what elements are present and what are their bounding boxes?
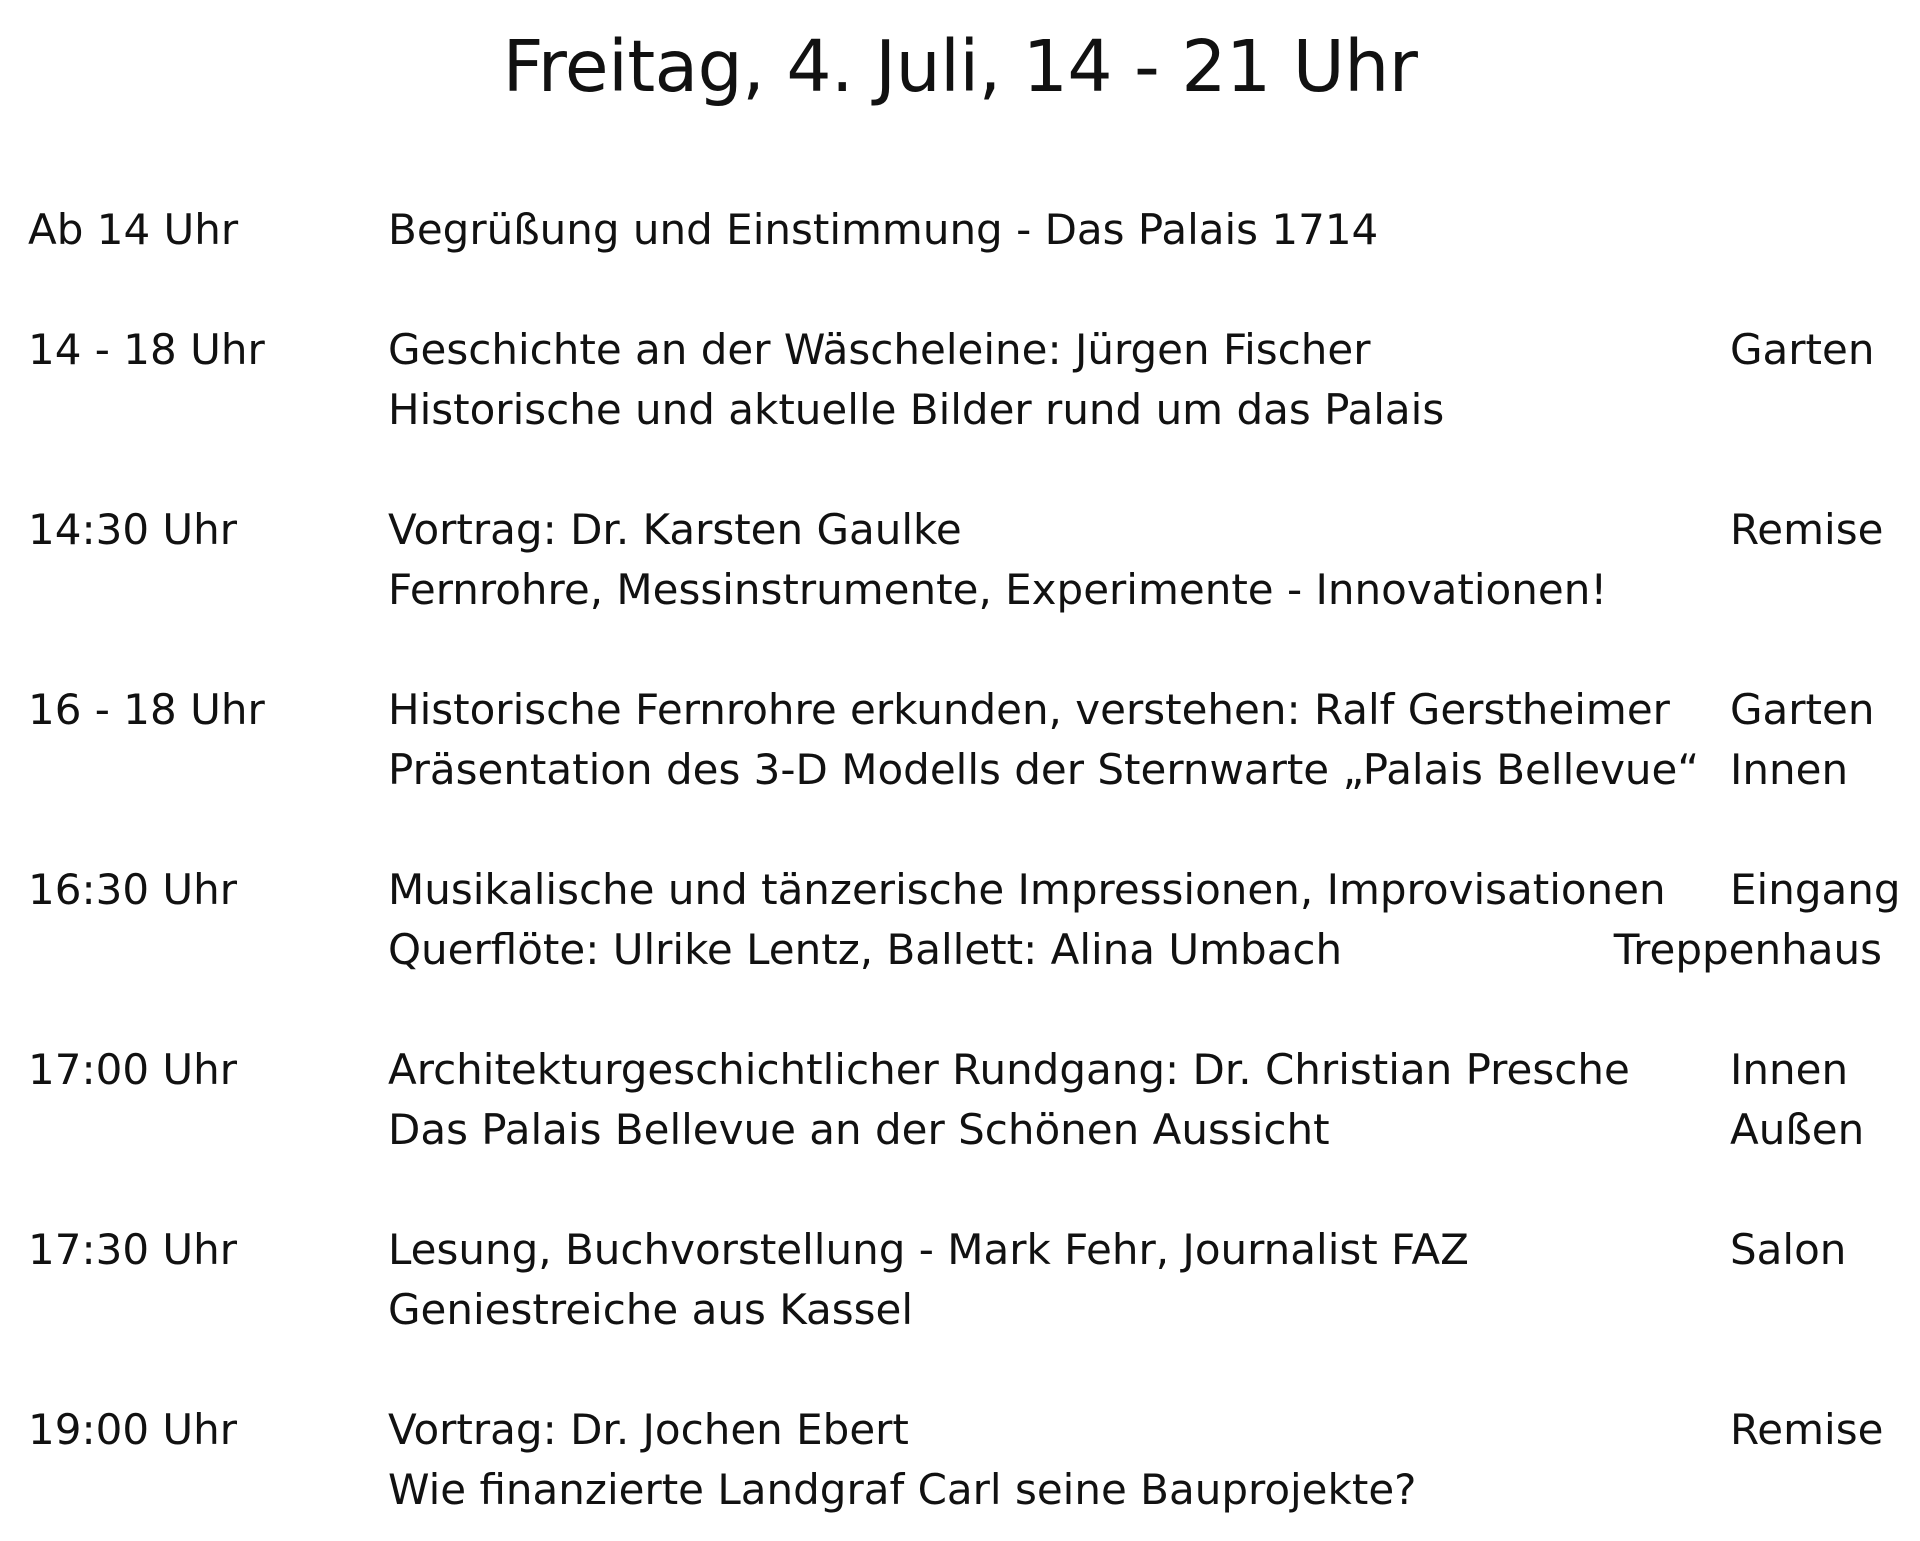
event-location: Salon [1730,1225,1847,1274]
event-description: Geschichte an der Wäscheleine: Jürgen Fischer [388,325,1371,374]
event-description: Geniestreiche aus Kassel [388,1285,914,1334]
schedule-line [388,680,1912,740]
event-description: Präsentation des 3-D Modells der Sternwarte „Palais Bellevue“ [388,745,1700,794]
page-title: Freitag, 4. Juli, 14 - 21 Uhr [502,25,1418,108]
event-description: Historische und aktuelle Bilder rund um das Palais [388,385,1445,434]
schedule-time: 17:00 Uhr [28,1045,238,1094]
event-location: Innen [1730,1045,1849,1094]
schedule-line [388,740,1912,800]
event-location: Treppenhaus [1613,925,1882,974]
schedule-line [388,380,1912,440]
schedule-line [388,1040,1912,1100]
schedule-time: Ab 14 Uhr [28,205,239,254]
event-location: Remise [1730,1405,1884,1454]
schedule-line [388,1460,1912,1520]
event-description: Lesung, Buchvorstellung - Mark Fehr, Journalist FAZ [388,1225,1469,1274]
schedule-line [388,1280,1912,1340]
event-description: Musikalische und tänzerische Impressionen, Improvisationen [388,865,1666,914]
schedule-line [388,1400,1912,1460]
event-description: Vortrag: Dr. Jochen Ebert [388,1405,909,1454]
event-location: Garten [1730,325,1875,374]
schedule-time: 14:30 Uhr [28,505,238,554]
schedule-line [388,860,1912,920]
schedule-line [388,560,1912,620]
schedule-line [388,500,1912,560]
schedule-line [388,200,1912,260]
schedule-line [388,1220,1912,1280]
event-description: Vortrag: Dr. Karsten Gaulke [388,505,962,554]
schedule-line [388,920,1912,980]
schedule-time: 19:00 Uhr [28,1405,238,1454]
schedule-time: 14 - 18 Uhr [28,325,265,374]
event-description: Wie finanzierte Landgraf Carl seine Bauprojekte? [388,1465,1417,1514]
event-description: Querflöte: Ulrike Lentz, Ballett: Alina Umbach [388,925,1343,974]
event-description: Begrüßung und Einstimmung - Das Palais 1714 [388,205,1379,254]
event-location: Innen [1730,745,1849,794]
schedule-time: 16:30 Uhr [28,865,238,914]
schedule-line [388,320,1912,380]
event-location: Remise [1730,505,1884,554]
event-location: Außen [1730,1105,1865,1154]
schedule-time: 17:30 Uhr [28,1225,238,1274]
event-location: Garten [1730,685,1875,734]
event-location: Eingang [1730,865,1901,914]
event-description: Das Palais Bellevue an der Schönen Aussicht [388,1105,1330,1154]
schedule-time: 16 - 18 Uhr [28,685,265,734]
event-description: Architekturgeschichtlicher Rundgang: Dr. Christian Presche [388,1045,1630,1094]
schedule-line [388,1100,1912,1160]
event-description: Historische Fernrohre erkunden, verstehen: Ralf Gerstheimer [388,685,1670,734]
event-description: Fernrohre, Messinstrumente, Experimente - Innovationen! [388,565,1608,614]
